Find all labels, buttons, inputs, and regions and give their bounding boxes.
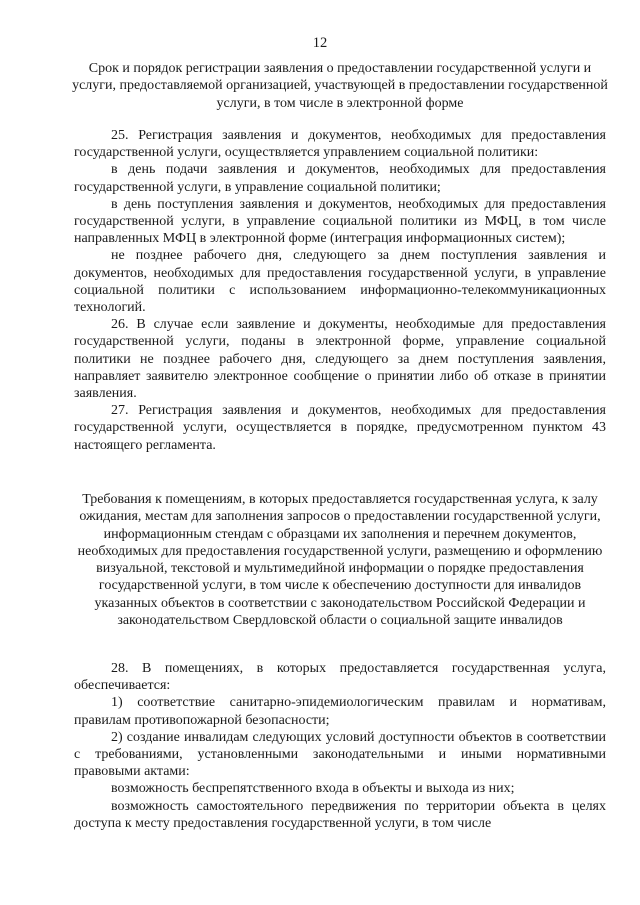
paragraph-item: не позднее рабочего дня, следующего за днем поступления заявления и документов, необходимых для предоставления государственной услуги, в управление социальной политики с использованием информационно-телекоммуникационных технологий. [74, 248, 606, 316]
paragraph-item: в день поступления заявления и документов, необходимых для предоставления государственной услуги, в управление социальной политики из МФЦ, в том числе направленных МФЦ в электронной форме (интеграция информационных систем); [74, 196, 606, 247]
page-number: 12 [312, 35, 328, 51]
section-heading-premises: Требования к помещениям, в которых предоставляется государственная услуга, к залу ожидания, местам для заполнения запросов о предоставлении государственной услуги, информационным стендам с образцами их заполнения и перечнем документов, необходимых для предоставления государственной услуги, размещению и оформлению визуальной, текстовой и мультимедийной информации о порядке предоставления государственной услуги, в том числе к обеспечению доступности для инвалидов указанных объектов в соответствии с законодательством Российской Федерации и законодательством Свердловской области о социальной защите инвалидов [77, 492, 603, 629]
paragraph-item: возможность самостоятельного передвижения по территории объекта в целях доступа к месту предоставления государственной услуги, в том числе [74, 798, 606, 831]
paragraph-item: в день подачи заявления и документов, необходимых для предоставления государственной услуги, в управление социальной политики; [74, 162, 606, 195]
paragraph-item: 2) создание инвалидам следующих условий доступности объектов в соответствии с требованиями, установленными законодательными и иными нормативными правовыми актами: [74, 729, 606, 780]
paragraph-27: 27. Регистрация заявления и документов, необходимых для предоставления государственной услуги, осуществляется в порядке, предусмотренном пунктом 43 настоящего регламента. [74, 403, 606, 453]
paragraph-28: 28. В помещениях, в которых предоставляется государственная услуга, обеспечивается: [74, 661, 606, 694]
section-heading-registration: Срок и порядок регистрации заявления о предоставлении государственной услуги и услуги, предоставляемой организацией, участвующей в предоставлении государственной услуги, в том числе в электронной форме [72, 61, 608, 111]
paragraph-item: 1) соответствие санитарно-эпидемиологическим правилам и нормативам, правилам противопожарной безопасности; [74, 695, 606, 728]
paragraph-26: 26. В случае если заявление и документы, необходимые для предоставления государственной услуги, поданы в электронной форме, управление социальной политики не позднее рабочего дня, следующего за днем поступления заявления, направляет заявителю электронное сообщение о принятии либо об отказе в принятии заявления. [74, 317, 606, 402]
section-body-premises [74, 660, 606, 832]
paragraph-25: 25. Регистрация заявления и документов, необходимых для предоставления государственной услуги, осуществляется управлением социальной политики: [74, 128, 606, 161]
paragraph-item: возможность беспрепятственного входа в объекты и выхода из них; [111, 781, 515, 797]
section-body-registration [74, 127, 606, 454]
